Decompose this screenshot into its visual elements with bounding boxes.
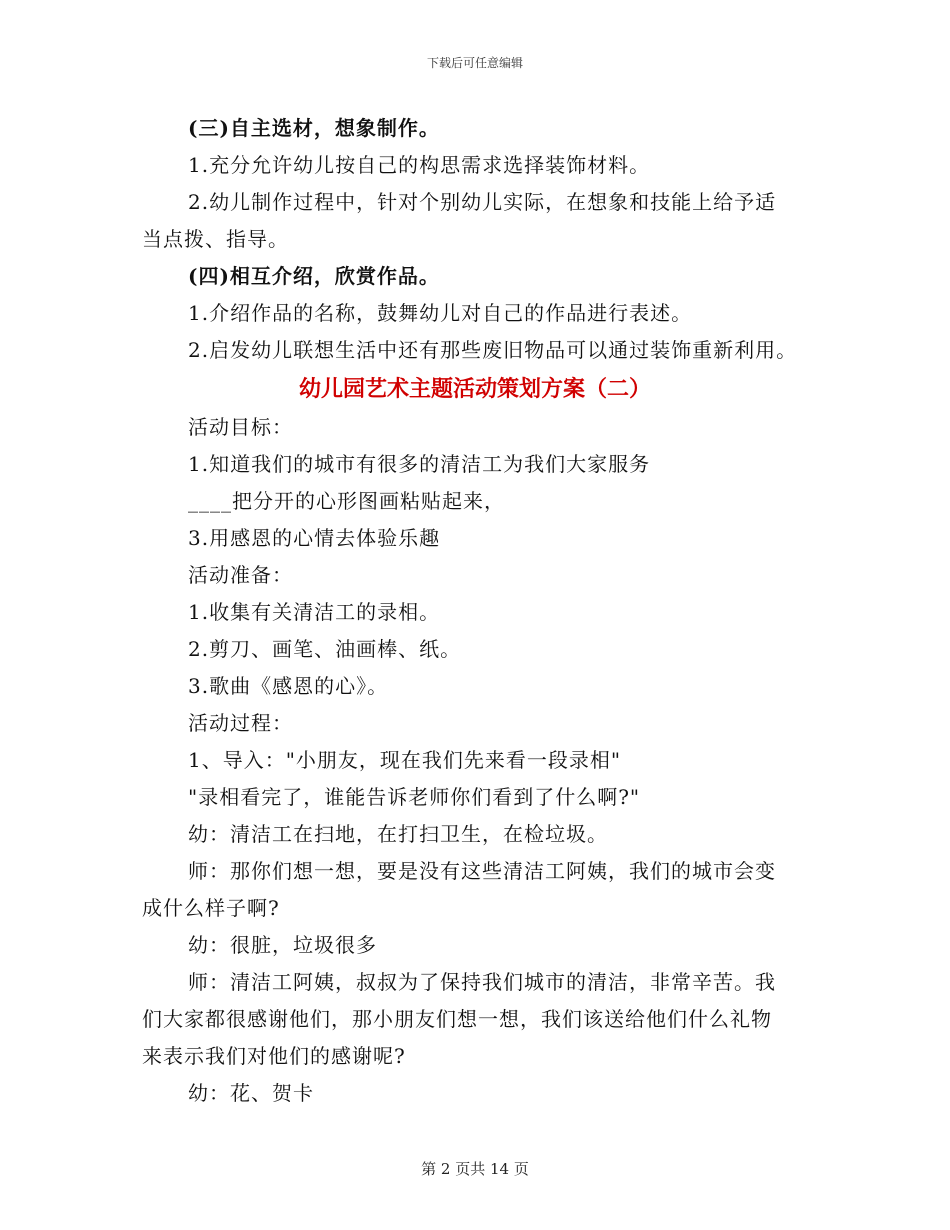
paragraph: 1.介绍作品的名称，鼓舞幼儿对自己的作品进行表述。: [188, 301, 693, 325]
paragraph: 3.用感恩的心情去体验乐趣: [188, 526, 441, 550]
paragraph-continuation: 成什么样子啊?: [142, 896, 280, 920]
paragraph: 2.幼儿制作过程中，针对个别幼儿实际，在想象和技能上给予适: [188, 190, 777, 214]
paragraph: 幼：很脏，垃圾很多: [188, 933, 377, 957]
paragraph: 师：清洁工阿姨，叔叔为了保持我们城市的清洁，非常辛苦。我: [188, 970, 776, 994]
paragraph: 1.收集有关清洁工的录相。: [188, 600, 441, 624]
section-heading-3: (三)自主选材，想象制作。: [188, 116, 440, 140]
document-title: 幼儿园艺术主题活动策划方案（二）: [298, 376, 651, 402]
paragraph: 3.歌曲《感恩的心》。: [188, 674, 389, 698]
paragraph: 1、导入："小朋友，现在我们先来看一段录相": [188, 748, 622, 772]
paragraph: "录相看完了，谁能告诉老师你们看到了什么啊?": [188, 785, 641, 809]
page-footer: 第 2 页共 14 页: [421, 1160, 529, 1178]
paragraph-continuation: 当点拨、指导。: [142, 227, 289, 251]
page-header: 下载后可任意编辑: [426, 56, 523, 70]
paragraph: 1.充分允许幼儿按自己的构思需求选择装饰材料。: [188, 153, 651, 177]
paragraph-continuation: 来表示我们对他们的感谢呢?: [142, 1044, 406, 1068]
paragraph: ____把分开的心形图画粘贴起来，: [188, 489, 505, 513]
process-label: 活动过程：: [188, 711, 293, 735]
paragraph-continuation: 们大家都很感谢他们，那小朋友们想一想，我们该送给他们什么礼物: [142, 1007, 772, 1031]
paragraph: 幼：花、贺卡: [188, 1081, 314, 1105]
goal-label: 活动目标：: [188, 415, 293, 439]
prep-label: 活动准备：: [188, 563, 293, 587]
paragraph: 师：那你们想一想，要是没有这些清洁工阿姨，我们的城市会变: [188, 859, 776, 883]
section-heading-4: (四)相互介绍，欣赏作品。: [188, 264, 440, 288]
document-body: [142, 110, 808, 1112]
paragraph: 2.剪刀、画笔、油画棒、纸。: [188, 637, 462, 661]
paragraph: 2.启发幼儿联想生活中还有那些废旧物品可以通过装饰重新利用。: [188, 338, 798, 362]
paragraph: 幼：清洁工在扫地，在打扫卫生，在检垃圾。: [188, 822, 608, 846]
paragraph: 1.知道我们的城市有很多的清洁工为我们大家服务: [188, 452, 651, 476]
